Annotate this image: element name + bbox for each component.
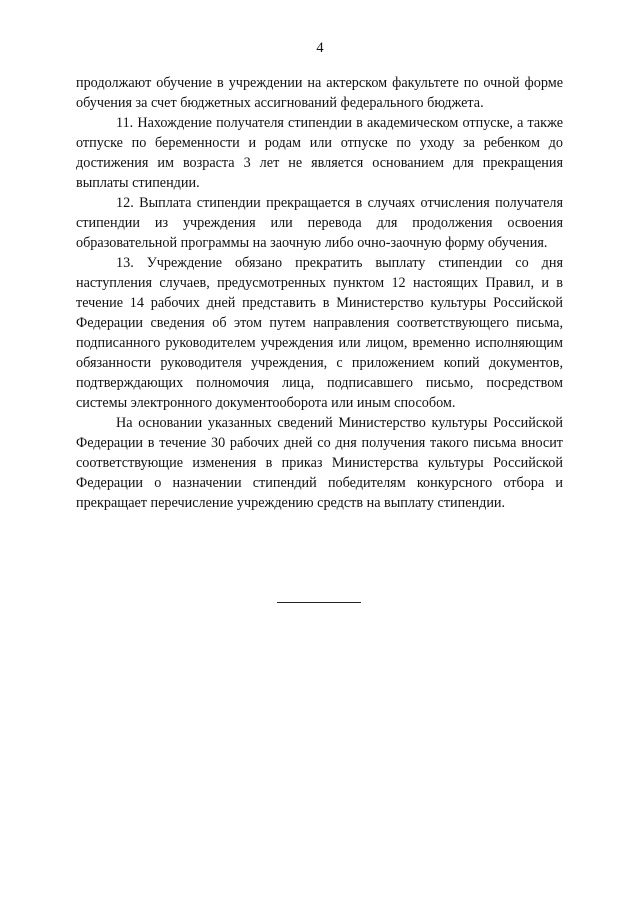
- page-number: 4: [316, 40, 324, 56]
- paragraph-item-13: 13. Учреждение обязано прекратить выплату стипендии со дня наступления случаев, предусмотренных пунктом 12 настоящих Правил, и в течение 14 рабочих дней представить в Министерство культуры Российской Федерации сведения об этом путем направления соответствующего письма, подписанного руководителем учреждения или лицом, временно исполняющим обязанности руководителя учреждения, с приложением копий документов, подтверждающих полномочия лица, подписавшего письмо, посредством системы электронного документооборота или иным способом.: [76, 255, 563, 411]
- paragraph-item-11: 11. Нахождение получателя стипендии в академическом отпуске, а также отпуске по беременности и родам или отпуске по уходу за ребенком до достижения им возраста 3 лет не является основанием для прекращения выплаты стипендии.: [76, 115, 563, 191]
- end-divider-line: [277, 602, 361, 603]
- document-body: [76, 73, 563, 513]
- paragraph-ministry-action: На основании указанных сведений Министерство культуры Российской Федерации в течение 30 рабочих дней со дня получения такого письма вносит соответствующие изменения в приказ Министерства культуры Российской Федерации о назначении стипендий победителям конкурсного отбора и прекращает перечисление учреждению средств на выплату стипендии.: [76, 415, 563, 511]
- paragraph-continuation: продолжают обучение в учреждении на актерском факультете по очной форме обучения за счет бюджетных ассигнований федерального бюджета.: [76, 75, 563, 111]
- paragraph-item-12: 12. Выплата стипендии прекращается в случаях отчисления получателя стипендии из учреждения или перевода для продолжения освоения образовательной программы на заочную либо очно-заочную форму обучения.: [76, 195, 563, 251]
